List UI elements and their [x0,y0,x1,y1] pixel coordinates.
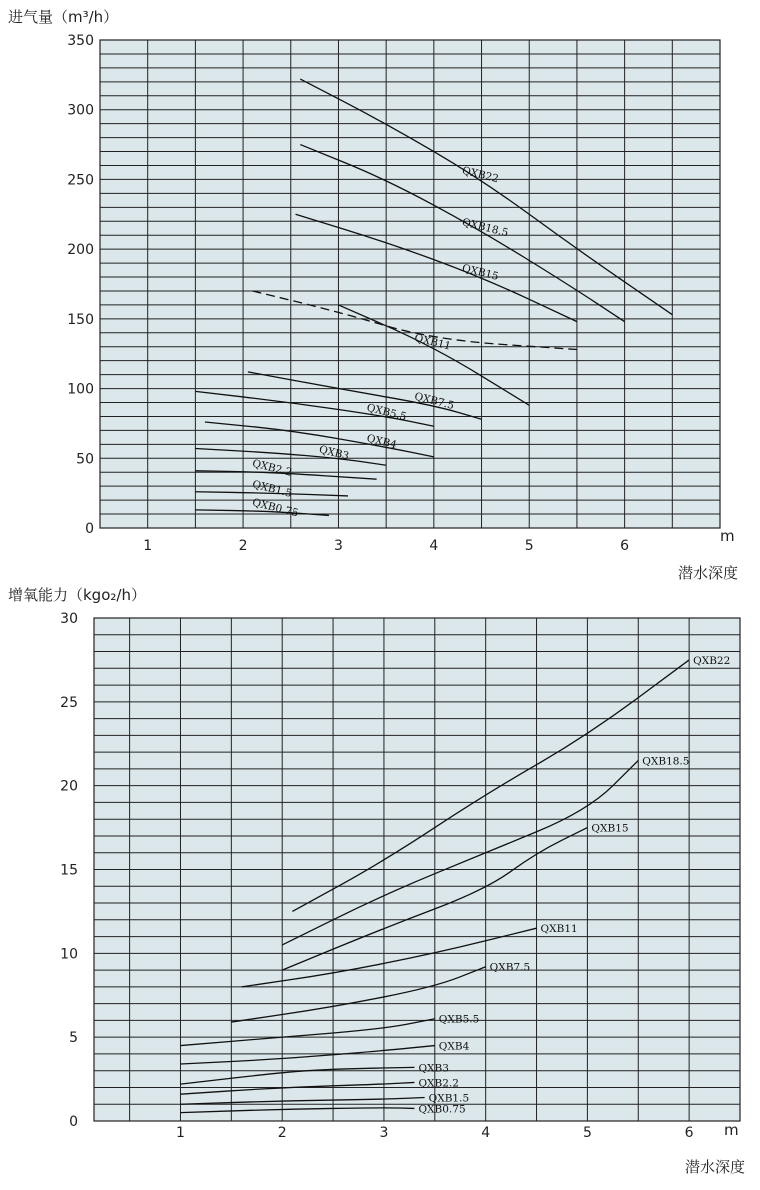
x-axis-label: 潜水深度 [684,1158,745,1176]
x-tick-label: 6 [684,1125,694,1141]
y-tick-label: 15 [60,862,78,879]
series-label: QXB15 [460,262,500,283]
series-label: QXB15 [591,822,629,835]
y-tick-label: 150 [67,311,94,328]
series-label: QXB4 [438,1040,470,1053]
x-axis-unit: m [724,1121,739,1139]
series-label: QXB2.2 [250,457,294,479]
series-label: QXB18.5 [642,755,690,768]
x-axis-label: 潜水深度 [677,564,738,582]
y-tick-label: 350 [67,33,94,49]
y-tick-label: 30 [60,611,78,627]
series-label: QXB2.2 [418,1077,459,1090]
chart-2 [8,586,745,1176]
x-tick-label: 2 [277,1125,287,1141]
y-tick-label: 300 [67,102,94,119]
series-label: QXB11 [413,332,453,353]
y-tick-label: 100 [67,381,94,398]
series-label: QXB0.75 [250,496,300,520]
x-tick-label: 1 [176,1125,185,1141]
x-tick-label: 6 [620,538,630,554]
series-label: QXB7.5 [489,961,531,974]
series-label: QXB1.5 [250,478,294,500]
x-tick-label: 5 [524,538,534,554]
series-label: QXB5.5 [438,1013,480,1026]
series-label: QXB18.5 [460,216,510,240]
y-tick-label: 0 [69,1114,78,1130]
series-label: QXB22 [693,654,731,667]
y-tick-label: 20 [60,778,78,795]
series-label: QXB0.75 [418,1103,466,1116]
y-tick-label: 5 [69,1030,78,1047]
x-tick-label: 5 [582,1125,592,1141]
x-tick-label: 2 [238,538,248,554]
x-tick-label: 1 [143,538,153,554]
x-axis-unit: m [720,527,735,545]
series-label: QXB5.5 [365,401,408,424]
series-label: QXB4 [365,432,398,452]
y-tick-label: 10 [60,946,78,963]
y-axis-label: 增氧能力（kgo₂/h） [8,586,146,604]
series-label: QXB3 [418,1062,449,1075]
series-label: QXB22 [460,164,500,186]
x-tick-label: 4 [481,1125,491,1141]
x-tick-label: 4 [429,538,439,554]
y-axis-label: 进气量（m³/h） [8,8,119,26]
series-label: QXB7.5 [413,390,456,413]
series-label: QXB3 [317,443,351,463]
y-tick-label: 200 [67,242,94,259]
series-label: QXB11 [540,923,578,936]
series-label: QXB1.5 [428,1092,470,1105]
x-tick-label: 3 [379,1125,389,1141]
chart-1 [8,8,738,582]
y-tick-label: 25 [60,694,78,711]
y-tick-label: 0 [85,521,94,537]
y-tick-label: 50 [76,451,94,468]
x-tick-label: 3 [334,538,343,554]
y-tick-label: 250 [67,172,94,189]
